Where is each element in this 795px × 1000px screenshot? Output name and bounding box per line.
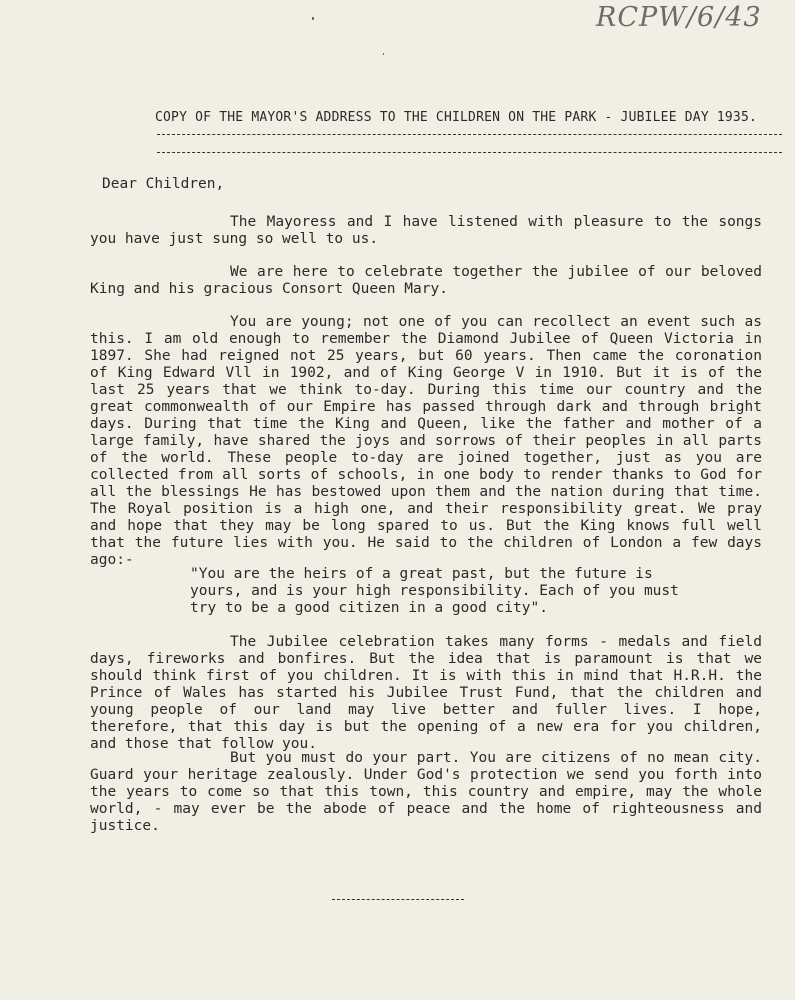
- paper-speck: [383, 53, 384, 55]
- paragraph-text: You are young; not one of you can recollect an event such as this. I am old enough to remember the Diamond Jubilee of Queen Victoria in 1897. She had reigned not 25 years, but 60 years. Then came the coronation of King Edward Vll in 1902, and of King George V in 1910. But it is of the last 25 years that we think to-day. During this time our country and the great commonwealth of our Empire has passed through dark and through bright days. During that time the King and Queen, like the father and mother of a large family, have shared the joys and sorrows of their peoples in all parts of the world. These people to-day are joined together, just as you are collected from all sorts of schools, in one body to render thanks to God for all the blessings He has bestowed upon them and the nation during that time. The Royal position is a high one, and their responsibility great. We pray and hope that they may be long spared to us. But the King knows full well that the future lies with you. He said to the children of London a few days ago:-: [90, 314, 762, 568]
- paragraph-text: The Jubilee celebration takes many forms - medals and field days, fireworks and bonfires. But the idea that is paramount is that we should think first of you children. It is with this in mind that H.R.H. the Prince of Wales has started his Jubilee Trust Fund, that the children and young people of our land may live better and fuller lives. I hope, therefore, that this day is but the opening of a new era for you children, and those that follow you.: [90, 634, 762, 752]
- title-underline: [157, 152, 782, 153]
- paragraph: [90, 750, 762, 835]
- paragraph-text: The Mayoress and I have listened with pleasure to the songs you have just sung so well to us.: [90, 214, 762, 247]
- archive-reference: RCPW/6/43: [596, 2, 762, 33]
- title-underline: [157, 134, 782, 135]
- paper-speck: [312, 17, 314, 20]
- paragraph: [90, 634, 762, 753]
- document-title: COPY OF THE MAYOR'S ADDRESS TO THE CHILDREN ON THE PARK - JUBILEE DAY 1935.: [155, 110, 757, 125]
- paragraph: [90, 314, 762, 569]
- paragraph-text: But you must do your part. You are citizens of no mean city. Guard your heritage zealously. Under God's protection we send you forth into the years to come so that this town, this country and empire, may the whole world, - may ever be the abode of peace and the home of righteousness and justice.: [90, 750, 762, 834]
- paragraph: [90, 264, 762, 298]
- salutation: Dear Children,: [102, 176, 225, 192]
- king-quote: "You are the heirs of a great past, but the future is yours, and is your high responsibility. Each of you must try to be a good citizen in a good city".: [190, 566, 679, 616]
- paragraph: [90, 214, 762, 248]
- closing-rule: [332, 899, 464, 900]
- paragraph-text: We are here to celebrate together the jubilee of our beloved King and his gracious Consort Queen Mary.: [90, 264, 762, 297]
